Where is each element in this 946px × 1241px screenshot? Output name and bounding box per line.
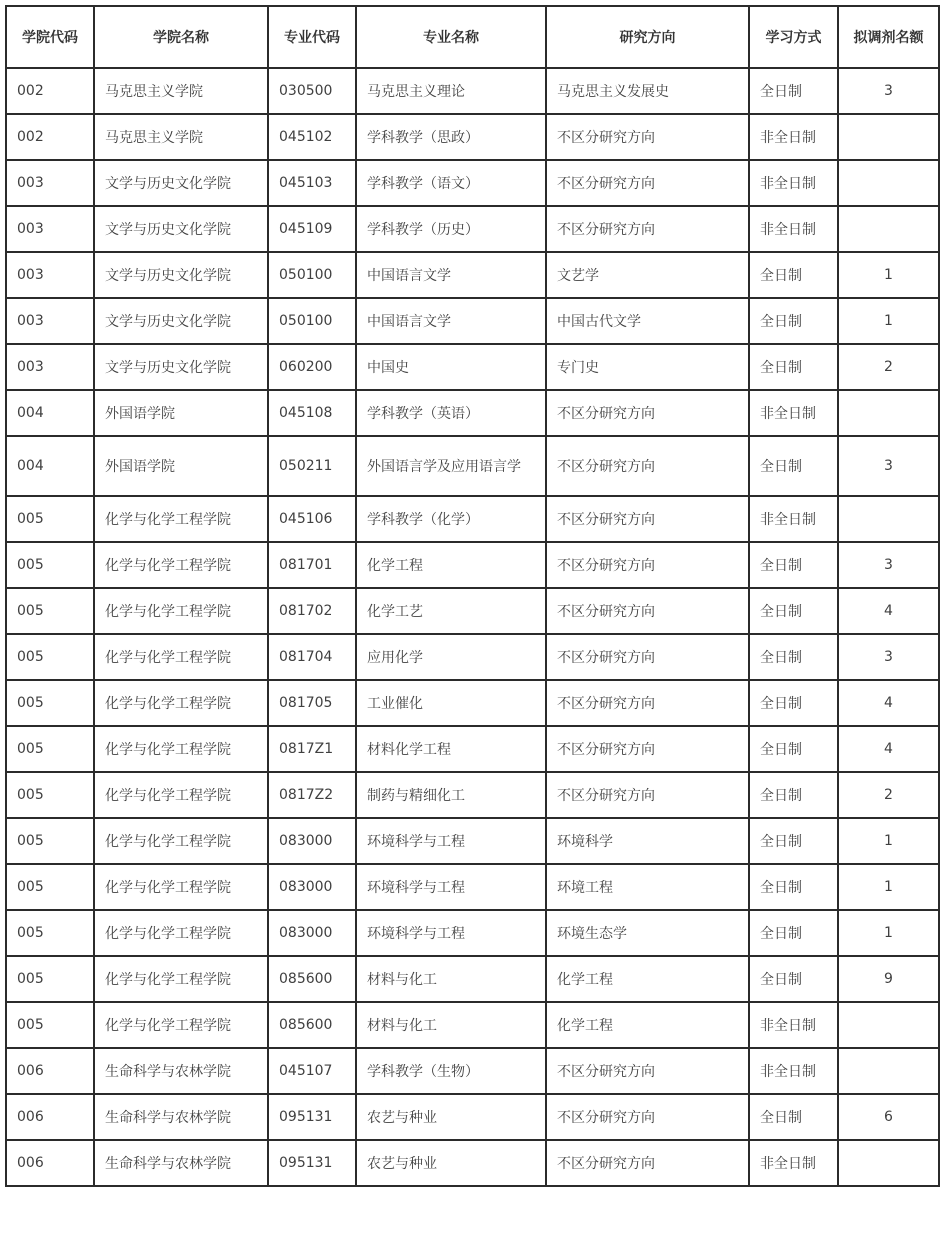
research-direction-cell: 不区分研究方向 — [546, 680, 749, 726]
college-code-cell: 005 — [6, 818, 94, 864]
research-direction-cell: 不区分研究方向 — [546, 1140, 749, 1186]
college-name-cell: 生命科学与农林学院 — [94, 1140, 268, 1186]
quota-cell: 1 — [838, 910, 939, 956]
major-name-cell: 材料与化工 — [356, 1002, 546, 1048]
research-direction-cell: 不区分研究方向 — [546, 496, 749, 542]
college-code-cell: 002 — [6, 114, 94, 160]
study-mode-cell: 非全日制 — [749, 1002, 838, 1048]
college-code-cell: 006 — [6, 1048, 94, 1094]
major-code-cell: 045106 — [268, 496, 356, 542]
table-row — [6, 252, 939, 298]
quota-cell: 1 — [838, 252, 939, 298]
study-mode-cell: 全日制 — [749, 634, 838, 680]
table-row — [6, 160, 939, 206]
major-name-cell: 学科教学（历史） — [356, 206, 546, 252]
quota-cell — [838, 1140, 939, 1186]
college-name-cell: 化学与化学工程学院 — [94, 1002, 268, 1048]
quota-cell — [838, 496, 939, 542]
major-code-cell: 045108 — [268, 390, 356, 436]
college-code-cell: 002 — [6, 68, 94, 114]
research-direction-cell: 环境科学 — [546, 818, 749, 864]
study-mode-cell: 非全日制 — [749, 206, 838, 252]
table-row — [6, 114, 939, 160]
table-row — [6, 588, 939, 634]
major-code-cell: 045109 — [268, 206, 356, 252]
college-name-cell: 马克思主义学院 — [94, 114, 268, 160]
college-name-cell: 化学与化学工程学院 — [94, 496, 268, 542]
research-direction-cell: 不区分研究方向 — [546, 726, 749, 772]
study-mode-cell: 全日制 — [749, 542, 838, 588]
quota-cell: 3 — [838, 542, 939, 588]
header-college-name: 学院名称 — [94, 6, 268, 68]
table-row — [6, 956, 939, 1002]
major-name-cell: 学科教学（英语） — [356, 390, 546, 436]
header-college-code: 学院代码 — [6, 6, 94, 68]
table-row — [6, 206, 939, 252]
major-code-cell: 085600 — [268, 956, 356, 1002]
college-name-cell: 生命科学与农林学院 — [94, 1094, 268, 1140]
research-direction-cell: 文艺学 — [546, 252, 749, 298]
table-body — [6, 68, 939, 1186]
study-mode-cell: 非全日制 — [749, 496, 838, 542]
quota-cell — [838, 206, 939, 252]
table-row — [6, 344, 939, 390]
study-mode-cell: 全日制 — [749, 344, 838, 390]
research-direction-cell: 不区分研究方向 — [546, 390, 749, 436]
major-name-cell: 农艺与种业 — [356, 1140, 546, 1186]
quota-cell — [838, 390, 939, 436]
college-code-cell: 003 — [6, 298, 94, 344]
major-name-cell: 中国语言文学 — [356, 298, 546, 344]
college-name-cell: 化学与化学工程学院 — [94, 542, 268, 588]
college-name-cell: 化学与化学工程学院 — [94, 864, 268, 910]
college-code-cell: 005 — [6, 772, 94, 818]
table-row — [6, 298, 939, 344]
major-name-cell: 环境科学与工程 — [356, 864, 546, 910]
study-mode-cell: 全日制 — [749, 298, 838, 344]
college-name-cell: 生命科学与农林学院 — [94, 1048, 268, 1094]
college-code-cell: 005 — [6, 634, 94, 680]
major-code-cell: 083000 — [268, 864, 356, 910]
header-major-name: 专业名称 — [356, 6, 546, 68]
quota-cell — [838, 114, 939, 160]
table-row — [6, 496, 939, 542]
research-direction-cell: 不区分研究方向 — [546, 542, 749, 588]
header-quota: 拟调剂名额 — [838, 6, 939, 68]
major-code-cell: 085600 — [268, 1002, 356, 1048]
table-row — [6, 634, 939, 680]
research-direction-cell: 专门史 — [546, 344, 749, 390]
table-row — [6, 1002, 939, 1048]
research-direction-cell: 不区分研究方向 — [546, 160, 749, 206]
research-direction-cell: 化学工程 — [546, 1002, 749, 1048]
quota-cell: 9 — [838, 956, 939, 1002]
major-code-cell: 083000 — [268, 818, 356, 864]
major-name-cell: 中国语言文学 — [356, 252, 546, 298]
quota-cell — [838, 1002, 939, 1048]
major-code-cell: 060200 — [268, 344, 356, 390]
table-row — [6, 1048, 939, 1094]
quota-cell: 3 — [838, 436, 939, 496]
table-header-row — [6, 6, 939, 68]
major-name-cell: 环境科学与工程 — [356, 910, 546, 956]
college-code-cell: 003 — [6, 344, 94, 390]
study-mode-cell: 全日制 — [749, 956, 838, 1002]
college-name-cell: 外国语学院 — [94, 436, 268, 496]
major-name-cell: 制药与精细化工 — [356, 772, 546, 818]
study-mode-cell: 全日制 — [749, 436, 838, 496]
research-direction-cell: 中国古代文学 — [546, 298, 749, 344]
college-name-cell: 马克思主义学院 — [94, 68, 268, 114]
quota-cell: 4 — [838, 680, 939, 726]
study-mode-cell: 非全日制 — [749, 1140, 838, 1186]
table-row — [6, 436, 939, 496]
major-code-cell: 050100 — [268, 252, 356, 298]
college-code-cell: 004 — [6, 390, 94, 436]
college-code-cell: 004 — [6, 436, 94, 496]
research-direction-cell: 不区分研究方向 — [546, 436, 749, 496]
major-code-cell: 083000 — [268, 910, 356, 956]
quota-cell: 6 — [838, 1094, 939, 1140]
adjustment-quota-table-container — [5, 5, 940, 1187]
college-name-cell: 化学与化学工程学院 — [94, 910, 268, 956]
table-row — [6, 1094, 939, 1140]
study-mode-cell: 非全日制 — [749, 114, 838, 160]
college-name-cell: 外国语学院 — [94, 390, 268, 436]
quota-cell — [838, 1048, 939, 1094]
research-direction-cell: 不区分研究方向 — [546, 1048, 749, 1094]
college-code-cell: 005 — [6, 1002, 94, 1048]
study-mode-cell: 全日制 — [749, 910, 838, 956]
college-name-cell: 文学与历史文化学院 — [94, 344, 268, 390]
major-code-cell: 050211 — [268, 436, 356, 496]
major-code-cell: 081701 — [268, 542, 356, 588]
quota-cell: 2 — [838, 772, 939, 818]
research-direction-cell: 不区分研究方向 — [546, 114, 749, 160]
quota-cell: 1 — [838, 298, 939, 344]
table-row — [6, 542, 939, 588]
quota-cell: 4 — [838, 588, 939, 634]
study-mode-cell: 非全日制 — [749, 1048, 838, 1094]
table-row — [6, 818, 939, 864]
major-name-cell: 化学工程 — [356, 542, 546, 588]
major-name-cell: 材料与化工 — [356, 956, 546, 1002]
major-code-cell: 0817Z2 — [268, 772, 356, 818]
quota-cell: 3 — [838, 634, 939, 680]
research-direction-cell: 环境工程 — [546, 864, 749, 910]
study-mode-cell: 全日制 — [749, 864, 838, 910]
table-row — [6, 910, 939, 956]
major-code-cell: 0817Z1 — [268, 726, 356, 772]
research-direction-cell: 不区分研究方向 — [546, 1094, 749, 1140]
major-code-cell: 050100 — [268, 298, 356, 344]
college-name-cell: 化学与化学工程学院 — [94, 818, 268, 864]
header-major-code: 专业代码 — [268, 6, 356, 68]
adjustment-quota-table — [5, 5, 940, 1187]
college-code-cell: 003 — [6, 160, 94, 206]
table-row — [6, 68, 939, 114]
college-code-cell: 005 — [6, 956, 94, 1002]
major-name-cell: 中国史 — [356, 344, 546, 390]
major-name-cell: 马克思主义理论 — [356, 68, 546, 114]
college-code-cell: 005 — [6, 910, 94, 956]
header-study-mode: 学习方式 — [749, 6, 838, 68]
research-direction-cell: 不区分研究方向 — [546, 772, 749, 818]
college-name-cell: 化学与化学工程学院 — [94, 634, 268, 680]
major-name-cell: 材料化学工程 — [356, 726, 546, 772]
major-name-cell: 学科教学（生物） — [356, 1048, 546, 1094]
quota-cell: 1 — [838, 864, 939, 910]
study-mode-cell: 全日制 — [749, 68, 838, 114]
study-mode-cell: 全日制 — [749, 726, 838, 772]
table-row — [6, 680, 939, 726]
table-row — [6, 726, 939, 772]
research-direction-cell: 环境生态学 — [546, 910, 749, 956]
college-code-cell: 005 — [6, 542, 94, 588]
college-code-cell: 006 — [6, 1094, 94, 1140]
major-name-cell: 学科教学（语文） — [356, 160, 546, 206]
table-row — [6, 864, 939, 910]
college-name-cell: 文学与历史文化学院 — [94, 252, 268, 298]
quota-cell: 1 — [838, 818, 939, 864]
major-name-cell: 应用化学 — [356, 634, 546, 680]
table-row — [6, 390, 939, 436]
research-direction-cell: 不区分研究方向 — [546, 588, 749, 634]
college-name-cell: 文学与历史文化学院 — [94, 206, 268, 252]
major-name-cell: 环境科学与工程 — [356, 818, 546, 864]
college-code-cell: 005 — [6, 588, 94, 634]
table-row — [6, 772, 939, 818]
major-name-cell: 学科教学（思政） — [356, 114, 546, 160]
college-name-cell: 文学与历史文化学院 — [94, 160, 268, 206]
college-code-cell: 005 — [6, 726, 94, 772]
research-direction-cell: 马克思主义发展史 — [546, 68, 749, 114]
college-name-cell: 化学与化学工程学院 — [94, 772, 268, 818]
quota-cell: 4 — [838, 726, 939, 772]
study-mode-cell: 全日制 — [749, 588, 838, 634]
major-name-cell: 学科教学（化学） — [356, 496, 546, 542]
major-name-cell: 工业催化 — [356, 680, 546, 726]
major-code-cell: 081705 — [268, 680, 356, 726]
quota-cell: 3 — [838, 68, 939, 114]
quota-cell: 2 — [838, 344, 939, 390]
college-name-cell: 化学与化学工程学院 — [94, 726, 268, 772]
research-direction-cell: 不区分研究方向 — [546, 634, 749, 680]
college-name-cell: 化学与化学工程学院 — [94, 956, 268, 1002]
major-code-cell: 095131 — [268, 1094, 356, 1140]
college-code-cell: 005 — [6, 496, 94, 542]
table-row — [6, 1140, 939, 1186]
study-mode-cell: 全日制 — [749, 772, 838, 818]
college-code-cell: 003 — [6, 206, 94, 252]
major-code-cell: 030500 — [268, 68, 356, 114]
major-name-cell: 化学工艺 — [356, 588, 546, 634]
college-name-cell: 化学与化学工程学院 — [94, 588, 268, 634]
major-code-cell: 045107 — [268, 1048, 356, 1094]
header-research-direction: 研究方向 — [546, 6, 749, 68]
study-mode-cell: 非全日制 — [749, 160, 838, 206]
college-code-cell: 005 — [6, 864, 94, 910]
study-mode-cell: 非全日制 — [749, 390, 838, 436]
research-direction-cell: 不区分研究方向 — [546, 206, 749, 252]
major-code-cell: 081704 — [268, 634, 356, 680]
college-name-cell: 文学与历史文化学院 — [94, 298, 268, 344]
college-code-cell: 005 — [6, 680, 94, 726]
study-mode-cell: 全日制 — [749, 1094, 838, 1140]
college-name-cell: 化学与化学工程学院 — [94, 680, 268, 726]
major-code-cell: 081702 — [268, 588, 356, 634]
major-name-cell: 外国语言学及应用语言学 — [356, 436, 546, 496]
college-code-cell: 006 — [6, 1140, 94, 1186]
quota-cell — [838, 160, 939, 206]
study-mode-cell: 全日制 — [749, 252, 838, 298]
study-mode-cell: 全日制 — [749, 680, 838, 726]
major-name-cell: 农艺与种业 — [356, 1094, 546, 1140]
major-code-cell: 095131 — [268, 1140, 356, 1186]
major-code-cell: 045103 — [268, 160, 356, 206]
college-code-cell: 003 — [6, 252, 94, 298]
research-direction-cell: 化学工程 — [546, 956, 749, 1002]
study-mode-cell: 全日制 — [749, 818, 838, 864]
major-code-cell: 045102 — [268, 114, 356, 160]
